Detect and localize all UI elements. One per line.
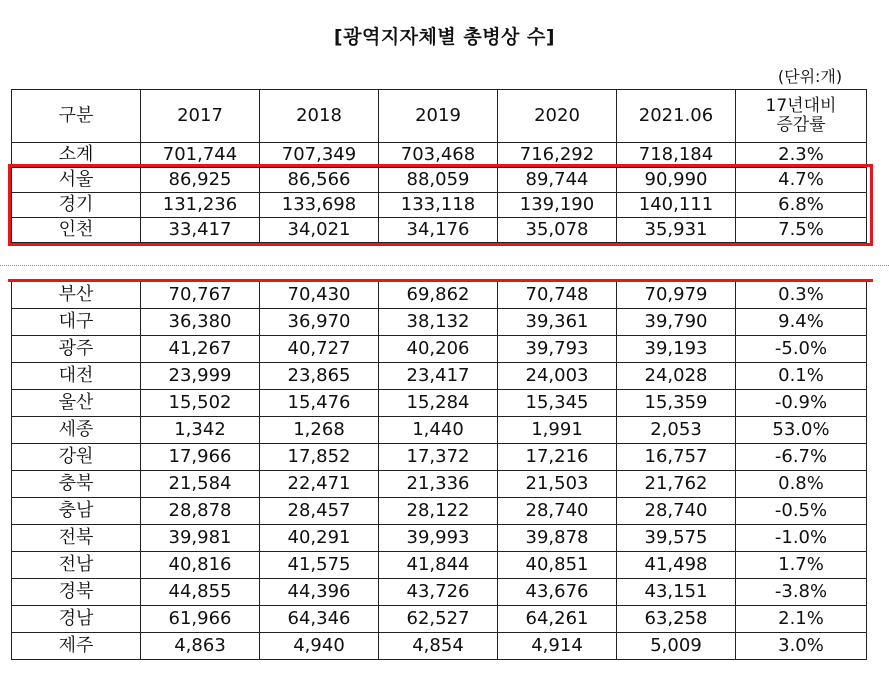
value-cell: 39,790	[617, 309, 736, 336]
value-cell: 9.4%	[736, 309, 867, 336]
value-cell: 24,003	[498, 363, 617, 390]
value-cell: 23,417	[379, 363, 498, 390]
value-cell: 35,931	[617, 218, 736, 243]
table-row	[12, 193, 867, 218]
value-cell: 35,078	[498, 218, 617, 243]
value-cell: 17,216	[498, 444, 617, 471]
value-cell: 21,584	[141, 471, 260, 498]
region-cell: 경기	[12, 193, 141, 218]
value-cell: 17,372	[379, 444, 498, 471]
value-cell: 41,844	[379, 552, 498, 579]
column-header-col-2019: 2019	[379, 90, 498, 143]
value-cell: 40,206	[379, 336, 498, 363]
value-cell: 40,291	[260, 525, 379, 552]
unit-label: (단위:개)	[777, 67, 843, 86]
table-row	[12, 390, 867, 417]
value-cell: 24,028	[617, 363, 736, 390]
section-divider	[0, 265, 889, 266]
value-cell: 40,816	[141, 552, 260, 579]
table-row	[12, 218, 867, 243]
header-row	[12, 90, 867, 143]
value-cell: 28,878	[141, 498, 260, 525]
value-cell: 0.1%	[736, 363, 867, 390]
value-cell: 7.5%	[736, 218, 867, 243]
highlight-red-line	[8, 279, 873, 282]
value-cell: 41,267	[141, 336, 260, 363]
table-row	[12, 606, 867, 633]
value-cell: 40,851	[498, 552, 617, 579]
value-cell: 43,151	[617, 579, 736, 606]
value-cell: 1,440	[379, 417, 498, 444]
table-row	[12, 363, 867, 390]
value-cell: 23,999	[141, 363, 260, 390]
value-cell: 33,417	[141, 218, 260, 243]
table-row	[12, 309, 867, 336]
value-cell: 3.0%	[736, 633, 867, 660]
value-cell: -0.5%	[736, 498, 867, 525]
region-cell: 충북	[12, 471, 141, 498]
region-cell: 강원	[12, 444, 141, 471]
value-cell: 40,727	[260, 336, 379, 363]
value-cell: 70,767	[141, 282, 260, 309]
value-cell: 28,740	[617, 498, 736, 525]
value-cell: 89,744	[498, 168, 617, 193]
table-row	[12, 579, 867, 606]
value-cell: 88,059	[379, 168, 498, 193]
value-cell: 28,740	[498, 498, 617, 525]
value-cell: 2.1%	[736, 606, 867, 633]
value-cell: 718,184	[617, 143, 736, 168]
value-cell: 70,979	[617, 282, 736, 309]
value-cell: 38,132	[379, 309, 498, 336]
value-cell: 0.3%	[736, 282, 867, 309]
value-cell: 90,990	[617, 168, 736, 193]
region-cell: 소계	[12, 143, 141, 168]
value-cell: -1.0%	[736, 525, 867, 552]
value-cell: 36,970	[260, 309, 379, 336]
table-row	[12, 417, 867, 444]
value-cell: 133,118	[379, 193, 498, 218]
region-cell: 전북	[12, 525, 141, 552]
value-cell: 69,862	[379, 282, 498, 309]
value-cell: 21,762	[617, 471, 736, 498]
value-cell: 1,268	[260, 417, 379, 444]
table-row	[12, 444, 867, 471]
value-cell: -3.8%	[736, 579, 867, 606]
value-cell: 21,336	[379, 471, 498, 498]
value-cell: 15,359	[617, 390, 736, 417]
value-cell: 6.8%	[736, 193, 867, 218]
value-cell: 53.0%	[736, 417, 867, 444]
table-row	[12, 168, 867, 193]
value-cell: 28,457	[260, 498, 379, 525]
value-cell: 41,498	[617, 552, 736, 579]
value-cell: 4,914	[498, 633, 617, 660]
region-cell: 세종	[12, 417, 141, 444]
value-cell: 28,122	[379, 498, 498, 525]
table-row	[12, 552, 867, 579]
region-cell: 전남	[12, 552, 141, 579]
column-header-col-category: 구분	[12, 90, 141, 143]
table-row	[12, 633, 867, 660]
value-cell: 22,471	[260, 471, 379, 498]
value-cell: -0.9%	[736, 390, 867, 417]
table-row	[12, 282, 867, 309]
column-header-col-2017: 2017	[141, 90, 260, 143]
value-cell: 62,527	[379, 606, 498, 633]
region-cell: 서울	[12, 168, 141, 193]
value-cell: 2,053	[617, 417, 736, 444]
region-cell: 대구	[12, 309, 141, 336]
value-cell: 39,878	[498, 525, 617, 552]
value-cell: 4,854	[379, 633, 498, 660]
table-title: [광역지자체별 총병상 수]	[333, 26, 556, 48]
value-cell: 39,981	[141, 525, 260, 552]
region-cell: 경북	[12, 579, 141, 606]
table-row	[12, 143, 867, 168]
region-cell: 충남	[12, 498, 141, 525]
value-cell: 44,855	[141, 579, 260, 606]
value-cell: 16,757	[617, 444, 736, 471]
value-cell: 63,258	[617, 606, 736, 633]
value-cell: 701,744	[141, 143, 260, 168]
value-cell: 64,261	[498, 606, 617, 633]
value-cell: 139,190	[498, 193, 617, 218]
value-cell: 15,345	[498, 390, 617, 417]
value-cell: 0.8%	[736, 471, 867, 498]
value-cell: 34,021	[260, 218, 379, 243]
value-cell: 70,430	[260, 282, 379, 309]
value-cell: 39,793	[498, 336, 617, 363]
table-row	[12, 525, 867, 552]
value-cell: -5.0%	[736, 336, 867, 363]
value-cell: 1.7%	[736, 552, 867, 579]
column-header-col-2020: 2020	[498, 90, 617, 143]
value-cell: 2.3%	[736, 143, 867, 168]
value-cell: 17,966	[141, 444, 260, 471]
value-cell: 39,575	[617, 525, 736, 552]
value-cell: 15,476	[260, 390, 379, 417]
column-header-col-2018: 2018	[260, 90, 379, 143]
region-cell: 제주	[12, 633, 141, 660]
value-cell: 15,284	[379, 390, 498, 417]
value-cell: 21,503	[498, 471, 617, 498]
value-cell: 15,502	[141, 390, 260, 417]
value-cell: 34,176	[379, 218, 498, 243]
value-cell: 36,380	[141, 309, 260, 336]
bed-count-table-top	[11, 89, 867, 243]
column-header-col-change-rate: 17년대비 증감률	[736, 90, 867, 143]
value-cell: 44,396	[260, 579, 379, 606]
value-cell: 86,925	[141, 168, 260, 193]
value-cell: 39,193	[617, 336, 736, 363]
value-cell: 39,993	[379, 525, 498, 552]
value-cell: 716,292	[498, 143, 617, 168]
region-cell: 광주	[12, 336, 141, 363]
value-cell: 1,342	[141, 417, 260, 444]
value-cell: 43,676	[498, 579, 617, 606]
value-cell: 4,863	[141, 633, 260, 660]
value-cell: 70,748	[498, 282, 617, 309]
value-cell: 1,991	[498, 417, 617, 444]
table-row	[12, 471, 867, 498]
value-cell: 707,349	[260, 143, 379, 168]
value-cell: 17,852	[260, 444, 379, 471]
value-cell: 39,361	[498, 309, 617, 336]
value-cell: 86,566	[260, 168, 379, 193]
value-cell: 4,940	[260, 633, 379, 660]
value-cell: 64,346	[260, 606, 379, 633]
value-cell: 43,726	[379, 579, 498, 606]
value-cell: 703,468	[379, 143, 498, 168]
region-cell: 경남	[12, 606, 141, 633]
value-cell: -6.7%	[736, 444, 867, 471]
column-header-col-2021-06: 2021.06	[617, 90, 736, 143]
table-row	[12, 336, 867, 363]
table-row	[12, 498, 867, 525]
value-cell: 140,111	[617, 193, 736, 218]
value-cell: 61,966	[141, 606, 260, 633]
region-cell: 부산	[12, 282, 141, 309]
value-cell: 131,236	[141, 193, 260, 218]
value-cell: 41,575	[260, 552, 379, 579]
region-cell: 대전	[12, 363, 141, 390]
value-cell: 133,698	[260, 193, 379, 218]
value-cell: 23,865	[260, 363, 379, 390]
region-cell: 인천	[12, 218, 141, 243]
value-cell: 4.7%	[736, 168, 867, 193]
bed-count-table-bottom	[11, 281, 867, 660]
region-cell: 울산	[12, 390, 141, 417]
value-cell: 5,009	[617, 633, 736, 660]
